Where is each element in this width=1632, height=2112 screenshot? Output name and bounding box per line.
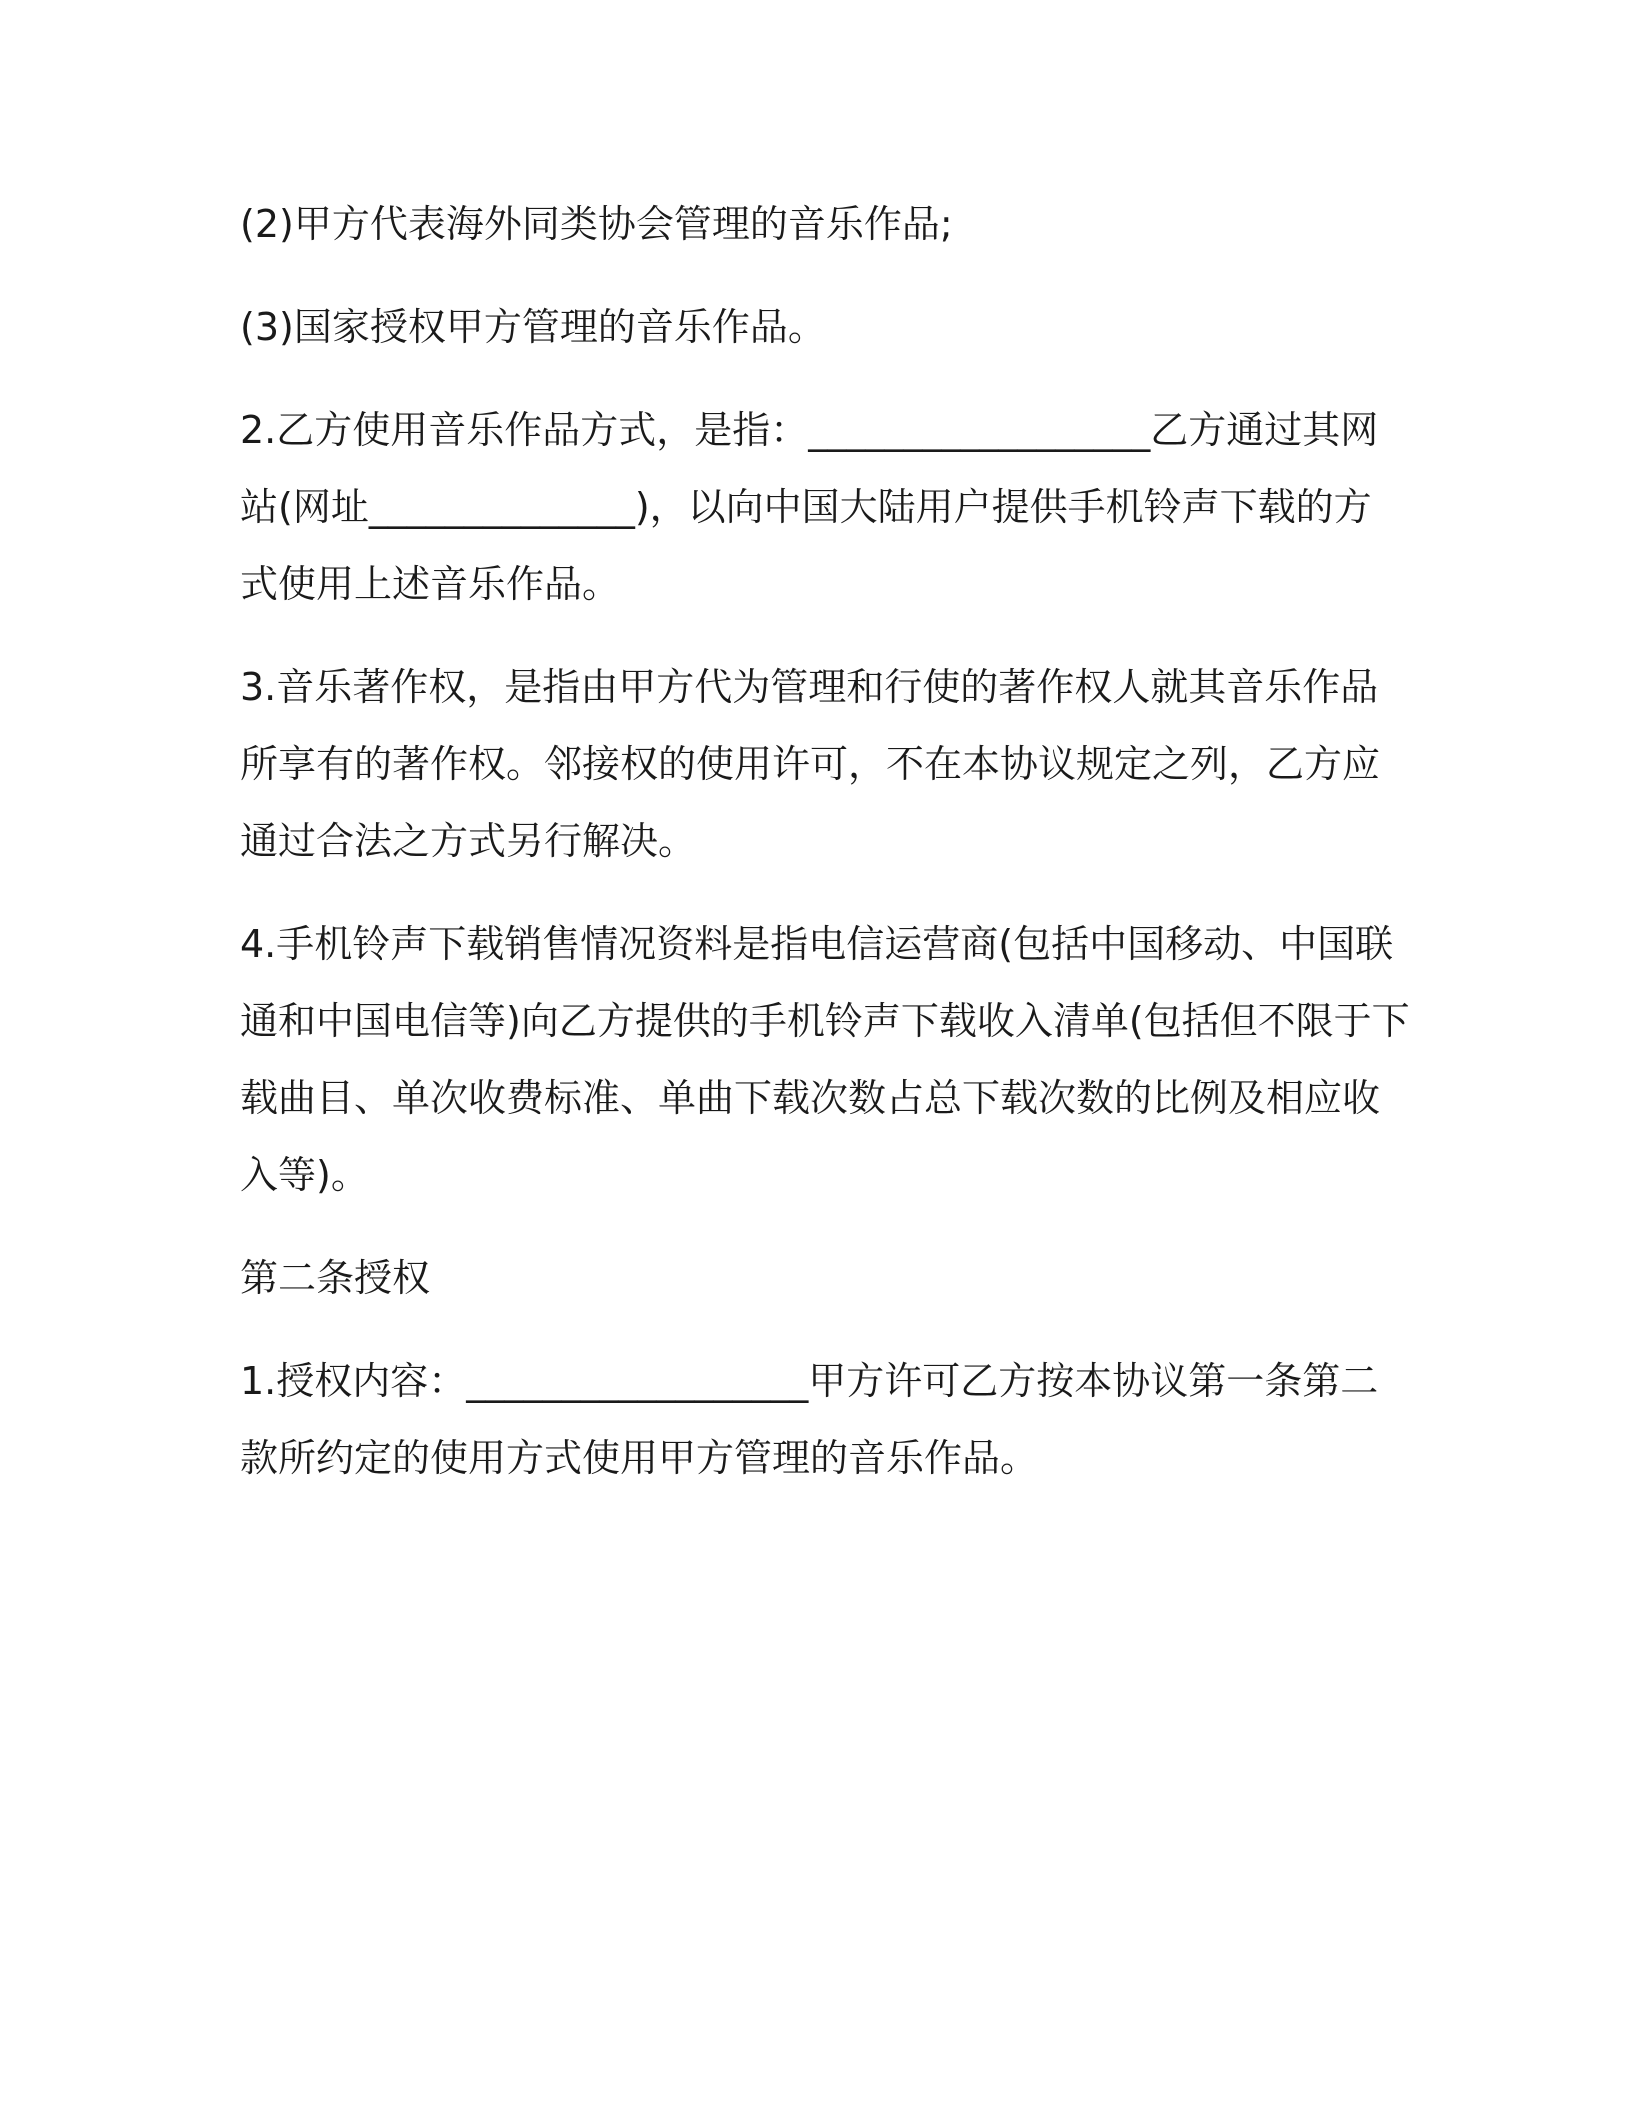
clause-3-copyright-paragraph bbox=[240, 649, 1400, 880]
paragraph-line: 3.音乐著作权，是指由甲方代为管理和行使的著作权人就其音乐作品 bbox=[240, 665, 1379, 709]
paragraph-line: 2.乙方使用音乐作品方式，是指：__________________乙方通过其网 bbox=[240, 408, 1379, 452]
paragraph-line: 式使用上述音乐作品。 bbox=[240, 562, 621, 606]
section-heading: 第二条授权 bbox=[240, 1256, 431, 1300]
paragraph-line: 通和中国电信等)向乙方提供的手机铃声下载收入清单(包括但不限于下 bbox=[240, 999, 1410, 1043]
paragraph-line: 通过合法之方式另行解决。 bbox=[240, 819, 697, 863]
item-3-national-paragraph bbox=[240, 289, 1400, 366]
paragraph-line: 所享有的著作权。邻接权的使用许可，不在本协议规定之列，乙方应 bbox=[240, 742, 1381, 786]
clause-4-sales-data-paragraph bbox=[240, 906, 1410, 1214]
paragraph-line: 款所约定的使用方式使用甲方管理的音乐作品。 bbox=[240, 1436, 1039, 1480]
document-body bbox=[240, 186, 1410, 1523]
paragraph-line: 4.手机铃声下载销售情况资料是指电信运营商(包括中国移动、中国联 bbox=[240, 922, 1394, 966]
paragraph-line: (2)甲方代表海外同类协会管理的音乐作品; bbox=[240, 202, 953, 246]
paragraph-line: 1.授权内容：__________________甲方许可乙方按本协议第一条第二 bbox=[240, 1359, 1379, 1403]
article-2-heading bbox=[240, 1240, 1400, 1317]
item-2-overseas-paragraph bbox=[240, 186, 1400, 263]
paragraph-line: (3)国家授权甲方管理的音乐作品。 bbox=[240, 305, 826, 349]
paragraph-line: 载曲目、单次收费标准、单曲下载次数占总下载次数的比例及相应收 bbox=[240, 1076, 1381, 1120]
authorization-content-paragraph bbox=[240, 1343, 1400, 1497]
clause-2-usage-method-paragraph bbox=[240, 392, 1400, 623]
paragraph-line: 站(网址______________)，以向中国大陆用户提供手机铃声下载的方 bbox=[240, 485, 1372, 529]
paragraph-line: 入等)。 bbox=[240, 1153, 369, 1197]
